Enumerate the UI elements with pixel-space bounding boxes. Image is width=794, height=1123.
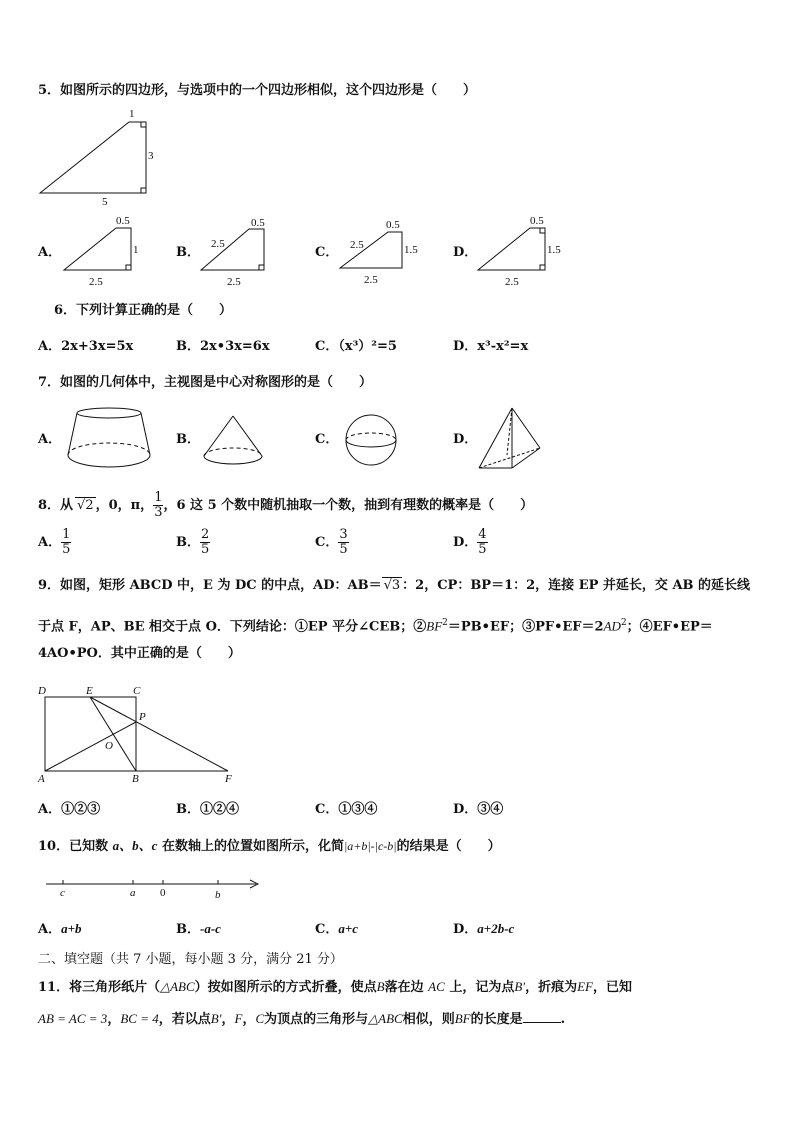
q5-d-label-right: 1.5 xyxy=(547,244,561,256)
q7-option-a-letter[interactable]: A． xyxy=(38,432,62,447)
q10-axis-b: b xyxy=(215,889,221,901)
q5-option-c-letter[interactable]: C． xyxy=(315,245,339,260)
q9-line2-post: ；④EF•EP＝ xyxy=(626,619,713,635)
q8-d-fraction xyxy=(477,528,487,557)
q8-third-den: 3 xyxy=(154,505,163,520)
q9-line3: 4AO•PO．其中正确的是（ ） xyxy=(38,646,241,661)
q10-axis-c: c xyxy=(60,887,65,899)
q10-option-d[interactable] xyxy=(453,920,514,939)
q11-answer-blank[interactable] xyxy=(523,1011,561,1023)
q10-stem-mid: 在数轴上的位置如图所示，化简 xyxy=(161,839,344,854)
q10-option-c[interactable] xyxy=(315,920,358,939)
q5-option-b-letter[interactable]: B． xyxy=(176,245,200,260)
q11-l1-B: B xyxy=(376,979,385,994)
q7-option-d-letter[interactable]: D． xyxy=(453,432,478,447)
q11-l2-F: F xyxy=(234,1011,243,1026)
q8-a-den: 5 xyxy=(62,542,71,557)
q11-l2-sep: ， xyxy=(107,1012,121,1027)
q8-stem-pre: 8．从 xyxy=(38,498,74,513)
q10-stem xyxy=(38,837,501,856)
q11-l2-b: ， xyxy=(221,1012,235,1027)
q11-l1-EF: EF xyxy=(577,979,593,994)
q11-l1-e: ，折痕为 xyxy=(525,980,578,995)
q8-stem xyxy=(38,491,533,520)
q5-c-label-bottom: 2.5 xyxy=(364,274,378,286)
q8-third-num: 1 xyxy=(154,490,163,505)
q6-stem: 6．下列计算正确的是（ ） xyxy=(54,303,233,318)
q9-label-a: A xyxy=(38,773,45,785)
q10-b-letter: B． xyxy=(176,922,200,937)
q5-option-d-letter[interactable]: D． xyxy=(453,245,478,260)
q6-option-a[interactable]: A．2x+3x=5x xyxy=(38,339,134,354)
q9-sqrt: √3 xyxy=(383,578,401,593)
q5-b-label-left: 2.5 xyxy=(211,238,225,250)
q9-label-b: B xyxy=(132,773,139,785)
q11-l1-tri: △ABC xyxy=(160,979,195,994)
q11-l2-tri: △ABC xyxy=(368,1011,403,1026)
q9-label-c: C xyxy=(133,685,141,697)
q10-d-letter: D． xyxy=(453,922,478,937)
q6-option-b[interactable]: B．2x•3x=6x xyxy=(176,339,270,354)
q8-sqrt-arg: 2 xyxy=(85,498,94,513)
q11-l2-a: ，若以点 xyxy=(158,1012,211,1027)
q10-option-b[interactable] xyxy=(176,920,221,939)
q5-fig-label-bottom: 5 xyxy=(102,196,108,208)
q11-l1-b: ）按如图所示的方式折叠，使点 xyxy=(194,980,377,995)
q11-l2-C: C xyxy=(255,1011,265,1026)
q11-l1-d: 上，记为点 xyxy=(449,980,515,995)
q9-label-f: F xyxy=(225,773,232,785)
q8-a-fraction xyxy=(61,528,71,557)
q10-a-expr: a+b xyxy=(61,921,82,936)
q10-axis-zero: 0 xyxy=(160,887,166,899)
q11-l1-Bp: B' xyxy=(514,979,526,994)
q10-vars: a、b、c xyxy=(112,838,158,853)
q8-b-den: 5 xyxy=(201,542,210,557)
q11-l1-f: ，已知 xyxy=(592,980,632,995)
q8-c-num: 3 xyxy=(339,527,348,542)
q8-d-letter: D． xyxy=(453,535,478,550)
q11-l2-c: ， xyxy=(242,1012,256,1027)
q5-c-label-right: 1.5 xyxy=(404,244,418,256)
q9-sqrt-arg: 3 xyxy=(391,578,401,593)
q11-line2 xyxy=(38,1010,565,1029)
q11-l2-eq1: AB = AC = 3 xyxy=(38,1011,108,1026)
q8-b-fraction xyxy=(200,528,210,557)
q6-option-d[interactable]: D．x³-x²=x xyxy=(453,339,529,354)
q8-c-fraction xyxy=(338,528,348,557)
q5-fig-label-right: 3 xyxy=(148,150,154,162)
q5-b-label-bottom: 2.5 xyxy=(227,276,241,288)
q11-l2-eq2: BC = 4 xyxy=(120,1011,159,1026)
q8-option-c[interactable] xyxy=(315,528,349,557)
q9-label-d: D xyxy=(38,685,46,697)
q8-b-letter: B． xyxy=(176,535,200,550)
q8-stem-mid: ，0，π， xyxy=(95,498,154,513)
q5-d-label-top: 0.5 xyxy=(530,215,544,227)
q9-ad: AD xyxy=(603,618,621,634)
q10-b-expr: -a-c xyxy=(200,921,221,936)
q10-c-letter: C． xyxy=(315,922,339,937)
q11-l2-Bp: B' xyxy=(210,1011,222,1026)
q10-d-expr: a+2b-c xyxy=(477,921,515,936)
q9-label-p: P xyxy=(139,711,146,723)
q10-stem-pre: 10．已知数 xyxy=(38,839,109,854)
q9-label-e: E xyxy=(86,685,93,697)
q9-option-a[interactable]: A．①②③ xyxy=(38,802,101,817)
q9-line1-post: ：2，CP：BP＝1：2，连接 EP 并延长，交 AB 的延长线 xyxy=(402,578,751,593)
q8-d-den: 5 xyxy=(478,542,487,557)
q5-a-label-bottom: 2.5 xyxy=(89,276,103,288)
q7-option-b-letter[interactable]: B． xyxy=(176,432,200,447)
q5-a-label-top: 0.5 xyxy=(116,215,130,227)
q11-l2-e: 相似，则 xyxy=(402,1012,455,1027)
q8-b-num: 2 xyxy=(201,527,210,542)
q9-line2-mid: ＝PB•EF；③PF•EF＝2 xyxy=(447,619,604,635)
q11-l1-a: 11．将三角形纸片（ xyxy=(38,980,161,995)
q9-option-b[interactable]: B．①②④ xyxy=(176,802,239,817)
q8-a-num: 1 xyxy=(62,527,71,542)
q8-sqrt: √2 xyxy=(77,498,94,513)
q8-d-num: 4 xyxy=(478,527,487,542)
q5-d-label-bottom: 2.5 xyxy=(505,276,519,288)
q11-l1-AC: AC xyxy=(428,979,445,994)
section-2-heading: 二、填空题（共 7 小题，每小题 3 分，满分 21 分） xyxy=(38,952,343,967)
q5-option-a-letter[interactable]: A． xyxy=(38,245,62,260)
q10-axis-a: a xyxy=(130,887,136,899)
q5-fig-label-top: 1 xyxy=(129,108,135,120)
q9-line1 xyxy=(38,577,750,595)
q11-l2-end: . xyxy=(560,1012,566,1027)
q8-option-b[interactable] xyxy=(176,528,210,557)
q5-b-label-top: 0.5 xyxy=(251,217,265,229)
q5-stem: 5．如图所示的四边形，与选项中的一个四边形相似，这个四边形是（ ） xyxy=(38,83,477,98)
q8-option-d[interactable] xyxy=(453,528,488,557)
q10-stem-post: 的结果是（ ） xyxy=(396,839,501,854)
q11-line1 xyxy=(38,978,632,997)
q7-option-c-letter[interactable]: C． xyxy=(315,432,339,447)
q11-l2-d: 为顶点的三角形与 xyxy=(264,1012,369,1027)
q8-c-letter: C． xyxy=(315,535,339,550)
q5-c-label-top: 0.5 xyxy=(386,219,400,231)
q9-line2: 于点 F，AP、BE 相交于点 O．下列结论：①EP 平分∠CEB；$②BF^2=PB•EF$；$③PF•EF=2AD^2$；④EF•EP＝ xyxy=(38,618,713,635)
q10-option-a[interactable] xyxy=(38,920,82,939)
q11-l1-c: 落在边 xyxy=(384,980,424,995)
q10-expr: |a+b|-|c-b| xyxy=(343,839,397,853)
q9-option-d[interactable]: D．③④ xyxy=(453,802,504,817)
q8-stem-post: ，6 这 5 个数中随机抽取一个数，抽到有理数的概率是（ ） xyxy=(163,498,534,513)
q10-c-expr: a+c xyxy=(338,921,359,936)
q8-c-den: 5 xyxy=(339,542,348,557)
q10-a-letter: A． xyxy=(38,922,62,937)
q9-bf: BF xyxy=(426,618,443,634)
q8-third-fraction xyxy=(153,491,163,520)
q9-option-c[interactable]: C．①③④ xyxy=(315,802,378,817)
q5-a-label-right: 1 xyxy=(133,244,139,256)
q11-l2-f: 的长度是 xyxy=(470,1012,523,1027)
q5-c-label-left: 2.5 xyxy=(350,239,364,251)
q8-a-letter: A． xyxy=(38,535,62,550)
q9-line2-pre: 于点 F，AP、BE 相交于点 O．下列结论：①EP 平分∠CEB；② xyxy=(38,619,427,635)
q7-stem: 7．如图的几何体中，主视图是中心对称图形的是（ ） xyxy=(38,375,373,390)
q11-l2-BF: BF xyxy=(454,1011,471,1026)
q6-option-c[interactable]: C．（x³）²=5 xyxy=(315,339,397,354)
q8-option-a[interactable] xyxy=(38,528,71,557)
q9-label-o: O xyxy=(105,740,113,752)
q9-line1-pre: 9．如图，矩形 ABCD 中，E 为 DC 的中点，AD：AB＝ xyxy=(38,578,382,593)
